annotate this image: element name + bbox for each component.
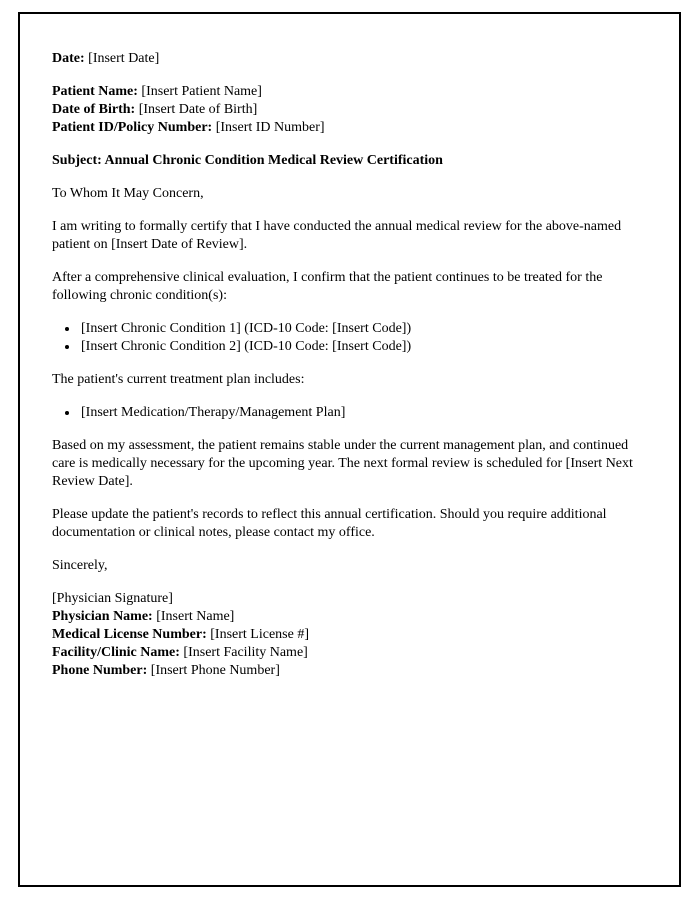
treatment-item: • [Insert Medication/Therapy/Management Plan] xyxy=(79,404,633,422)
date-value: [Insert Date] xyxy=(88,51,160,66)
treatment-list xyxy=(52,404,633,422)
facility-name-line xyxy=(52,644,633,662)
patient-name-label: Patient Name: xyxy=(52,84,138,99)
condition-item: • [Insert Chronic Condition 1] (ICD-10 Code: [Insert Code]) xyxy=(79,320,633,338)
facility-name-value: [Insert Facility Name] xyxy=(183,645,308,660)
patient-id-value: [Insert ID Number] xyxy=(215,120,325,135)
salutation: To Whom It May Concern, xyxy=(52,186,204,201)
date-label: Date: xyxy=(52,51,85,66)
physician-name-value: [Insert Name] xyxy=(156,609,235,624)
date-of-birth-label: Date of Birth: xyxy=(52,102,136,117)
closing: Sincerely, xyxy=(52,558,108,573)
phone-number-label: Phone Number: xyxy=(52,663,148,678)
condition-item: • [Insert Chronic Condition 2] (ICD-10 Code: [Insert Code]) xyxy=(79,338,633,356)
date-of-birth-value: [Insert Date of Birth] xyxy=(138,102,258,117)
subject-line: Subject: Annual Chronic Condition Medical Review Certification xyxy=(52,153,443,168)
phone-number-line xyxy=(52,662,633,680)
patient-name-value: [Insert Patient Name] xyxy=(141,84,262,99)
medical-license-label: Medical License Number: xyxy=(52,627,207,642)
facility-name-label: Facility/Clinic Name: xyxy=(52,645,180,660)
date-line xyxy=(52,50,633,68)
paragraph-treatment-intro: The patient's current treatment plan includes: xyxy=(52,372,305,387)
patient-info-block xyxy=(52,83,633,137)
conditions-list xyxy=(52,320,633,356)
patient-id-line xyxy=(52,119,633,137)
letter-border-frame xyxy=(18,12,681,887)
signature-placeholder: [Physician Signature] xyxy=(52,591,173,606)
phone-number-value: [Insert Phone Number] xyxy=(150,663,280,678)
physician-name-label: Physician Name: xyxy=(52,609,153,624)
physician-name-line xyxy=(52,608,633,626)
medical-license-value: [Insert License #] xyxy=(210,627,309,642)
signature-block xyxy=(52,590,633,680)
paragraph-intro: I am writing to formally certify that I have conducted the annual medical review for the above-named patient on [Insert Date of Review]. xyxy=(52,219,622,252)
date-of-birth-line xyxy=(52,101,633,119)
patient-name-line xyxy=(52,83,633,101)
medical-license-line xyxy=(52,626,633,644)
paragraph-assessment: Based on my assessment, the patient remains stable under the current management plan, and continued care is medically necessary for the upcoming year. The next formal review is scheduled for [Insert Next Review Date]. xyxy=(52,438,633,489)
patient-id-label: Patient ID/Policy Number: xyxy=(52,120,213,135)
paragraph-evaluation: After a comprehensive clinical evaluation, I confirm that the patient continues to be treated for the following chronic condition(s): xyxy=(52,270,603,303)
paragraph-records: Please update the patient's records to reflect this annual certification. Should you require additional documentation or clinical notes, please contact my office. xyxy=(52,507,607,540)
